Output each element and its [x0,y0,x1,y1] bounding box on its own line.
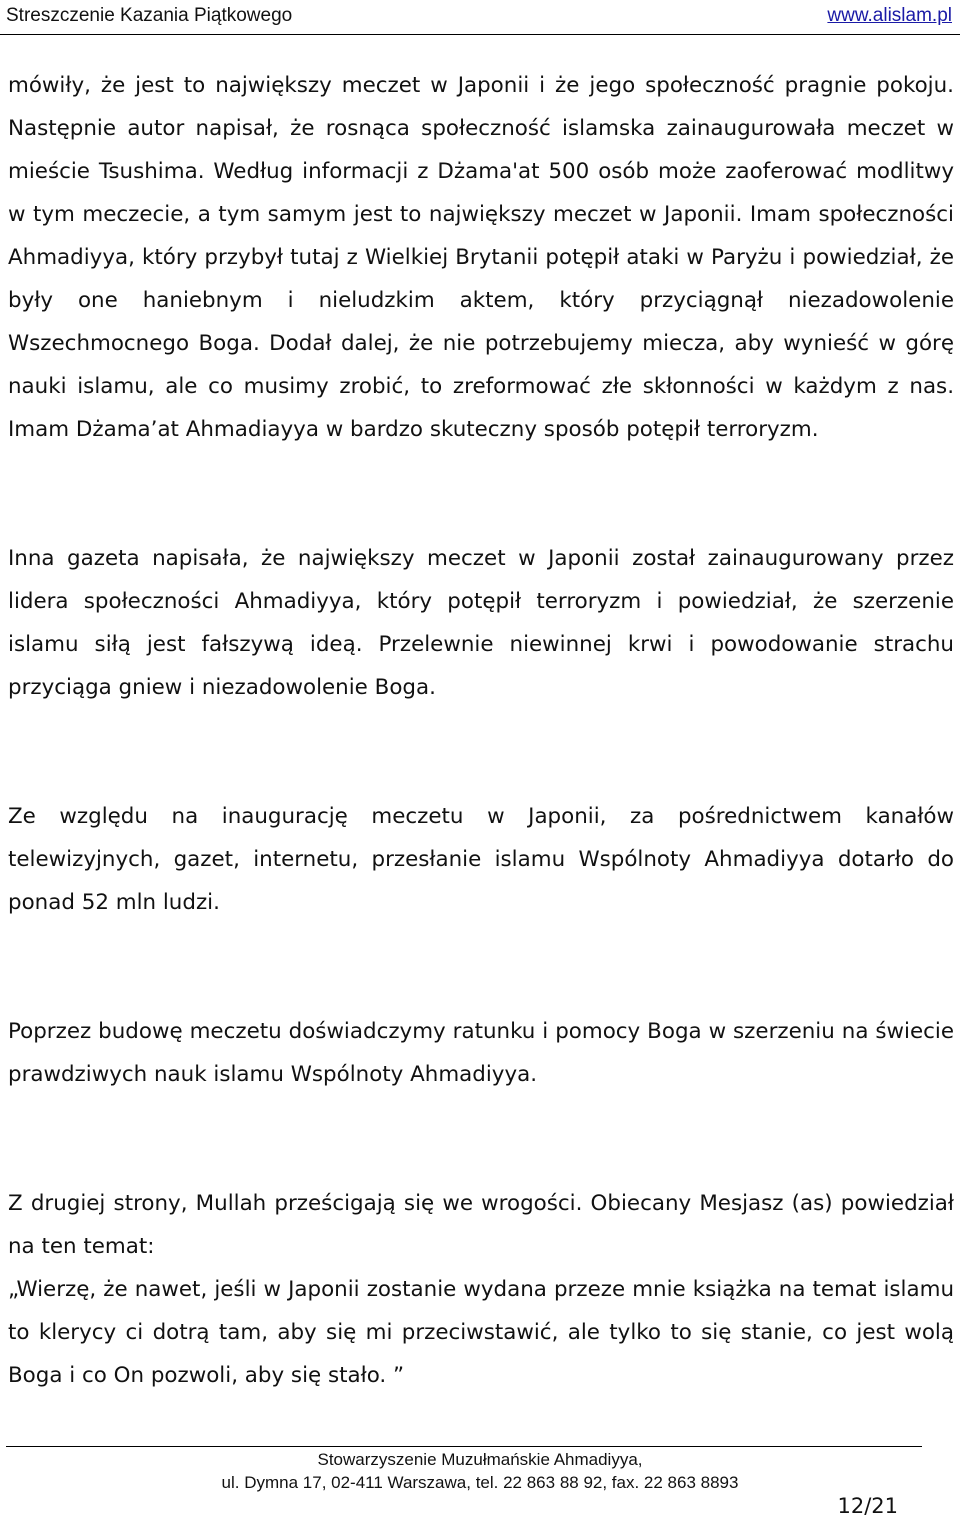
paragraph-4: Poprzez budowę meczetu doświadczymy ratunku i pomocy Boga w szerzeniu na świecie prawdziwych nauk islamu Wspólnoty Ahmadiyya. [8,1019,954,1087]
document-body [8,64,954,1397]
quote-paragraph: „Wierzę, że nawet, jeśli w Japonii zostanie wydana przeze mnie książka na temat islamu to klerycy ci dotrą tam, aby się mi przeciwstawić, ale tylko to się stanie, co jest wolą Boga i co On pozwoli, aby się stało. ” [8,1277,954,1388]
paragraph-1: mówiły, że jest to największy meczet w Japonii i że jego społeczność pragnie pokoju. Następnie autor napisał, że rosnąca społeczność islamska zainaugurowała meczet w mieście Tsushima. Według informacji z Dżama'at 500 osób może zaoferować modlitwy w tym meczecie, a tym samym jest to największy meczet w Japonii. Imam społeczności Ahmadiyya, który przybył tutaj z Wielkiej Brytanii potępił ataki w Paryżu i powiedział, że były one haniebnym i nieludzkim aktem, który przyciągnął niezadowolenie Wszechmocnego Boga. Dodał dalej, że nie potrzebujemy miecza, aby wynieść w górę nauki islamu, ale co musimy zrobić, to zreformować złe skłonności w każdym z nas. Imam Dżama’at Ahmadiayya w bardzo skuteczny sposób potępił terroryzm. [8,73,954,442]
page-footer [0,1448,960,1494]
paragraph-2: Inna gazeta napisała, że największy meczet w Japonii został zainaugurowany przez lidera społeczności Ahmadiyya, który potępił terroryzm i powiedział, że szerzenie islamu siłą jest fałszywą ideą. Przelewnie niewinnej krwi i powodowanie strachu przyciąga gniew i niezadowolenie Boga. [8,546,954,700]
paragraph-5: Z drugiej strony, Mullah prześcigają się we wrogości. Obiecany Mesjasz (as) powiedział na ten temat: [8,1191,954,1259]
page-number: 12/21 [837,1494,898,1518]
paragraph-3: Ze względu na inaugurację meczetu w Japonii, za pośrednictwem kanałów telewizyjnych, gazet, internetu, przesłanie islamu Wspólnoty Ahmadiyya dotarło do ponad 52 mln ludzi. [8,804,954,915]
footer-divider [6,1446,922,1447]
header-site-link[interactable]: www.alislam.pl [827,5,952,26]
footer-address: ul. Dymna 17, 02-411 Warszawa, tel. 22 863 88 92, fax. 22 863 8893 [221,1473,739,1492]
header-title: Streszczenie Kazania Piątkowego [6,5,293,26]
footer-organization: Stowarzyszenie Muzułmańskie Ahmadiyya, [317,1450,643,1469]
page-header [0,0,960,35]
